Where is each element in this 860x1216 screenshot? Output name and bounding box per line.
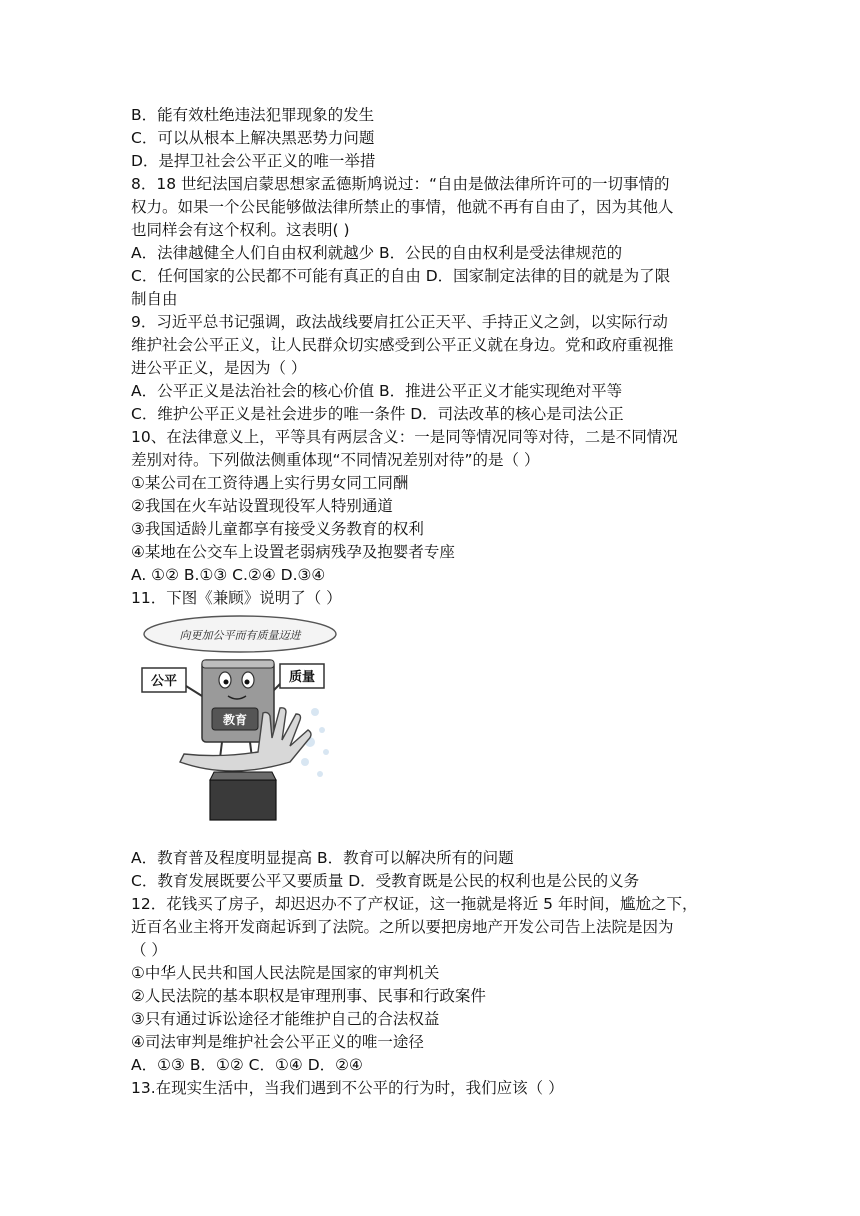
question-12-text: 近百名业主将开发商起诉到了法院。之所以要把房地产开发公司告上法院是因为 xyxy=(131,918,674,936)
question-13-text: 13.在现实生活中，当我们遇到不公平的行为时，我们应该（ ） xyxy=(131,1079,564,1097)
statement-line: ③只有通过诉讼途径才能维护自己的合法权益 xyxy=(131,1010,440,1028)
statement-line: ②人民法院的基本职权是审理刑事、民事和行政案件 xyxy=(131,987,486,1005)
question-12-text: （ ） xyxy=(131,941,167,959)
option-line: A．公平正义是法治社会的核心价值 B．推进公平正义才能实现绝对平等 xyxy=(131,382,623,400)
question-8-text: 权力。如果一个公民能够做法律所禁止的事情，他就不再有自由了，因为其他人 xyxy=(131,198,674,216)
option-line: C．维护公平正义是社会进步的唯一条件 D．司法改革的核心是司法公正 xyxy=(131,405,624,423)
option-line: A．法律越健全人们自由权利就越少 B．公民的自由权利是受法律规范的 xyxy=(131,244,623,262)
left-sign-label: 公平 xyxy=(150,674,178,689)
right-sign-label: 质量 xyxy=(288,670,316,685)
question-9-text: 进公平正义，是因为（ ） xyxy=(131,359,307,377)
book-label: 教育 xyxy=(222,713,248,727)
question-9-text: 维护社会公平正义，让人民群众切实感受到公平正义就在身边。党和政府重视推 xyxy=(131,336,674,354)
banner-text: 向更加公平而有质量迈进 xyxy=(179,629,301,642)
option-line: B．能有效杜绝违法犯罪现象的发生 xyxy=(131,106,375,124)
option-line: A．①③ B．①② C．①④ D．②④ xyxy=(131,1056,363,1074)
option-line: C．可以从根本上解决黑恶势力问题 xyxy=(131,129,375,147)
option-line: A. ①② B.①③ C.②④ D.③④ xyxy=(131,566,326,584)
question-9-text: 9．习近平总书记强调，政法战线要肩扛公正天平、手持正义之剑，以实际行动 xyxy=(131,313,668,331)
cartoon-figure xyxy=(140,612,340,832)
question-8-text: 8．18 世纪法国启蒙思想家孟德斯鸠说过：“自由是做法律所许可的一切事情的 xyxy=(131,175,670,193)
question-12-text: 12．花钱买了房子，却迟迟办不了产权证，这一拖就是将近 5 年时间，尴尬之下， xyxy=(131,895,698,913)
statement-line: ④司法审判是维护社会公平正义的唯一途径 xyxy=(131,1033,424,1051)
option-line: C．任何国家的公民都不可能有真正的自由 D．国家制定法律的目的就是为了限 xyxy=(131,267,671,285)
option-line: C．教育发展既要公平又要质量 D．受教育既是公民的权利也是公民的义务 xyxy=(131,872,640,890)
statement-line: ①中华人民共和国人民法院是国家的审判机关 xyxy=(131,964,440,982)
question-8-text: 也同样会有这个权利。这表明( ) xyxy=(131,221,350,239)
statement-line: ②我国在火车站设置现役军人特别通道 xyxy=(131,497,393,515)
statement-line: ③我国适龄儿童都享有接受义务教育的权利 xyxy=(131,520,424,538)
statement-line: ④某地在公交车上设置老弱病残孕及抱婴者专座 xyxy=(131,543,455,561)
question-11-text: 11．下图《兼顾》说明了（ ） xyxy=(131,589,342,607)
question-10-text: 差别对待。下列做法侧重体现“不同情况差别对待”的是（ ） xyxy=(131,451,540,469)
option-line: 制自由 xyxy=(131,290,178,308)
question-10-text: 10、在法律意义上，平等具有两层含义：一是同等情况同等对待，二是不同情况 xyxy=(131,428,678,446)
statement-line: ①某公司在工资待遇上实行男女同工同酬 xyxy=(131,474,409,492)
option-line: D．是捍卫社会公平正义的唯一举措 xyxy=(131,152,376,170)
option-line: A．教育普及程度明显提高 B．教育可以解决所有的问题 xyxy=(131,849,514,867)
